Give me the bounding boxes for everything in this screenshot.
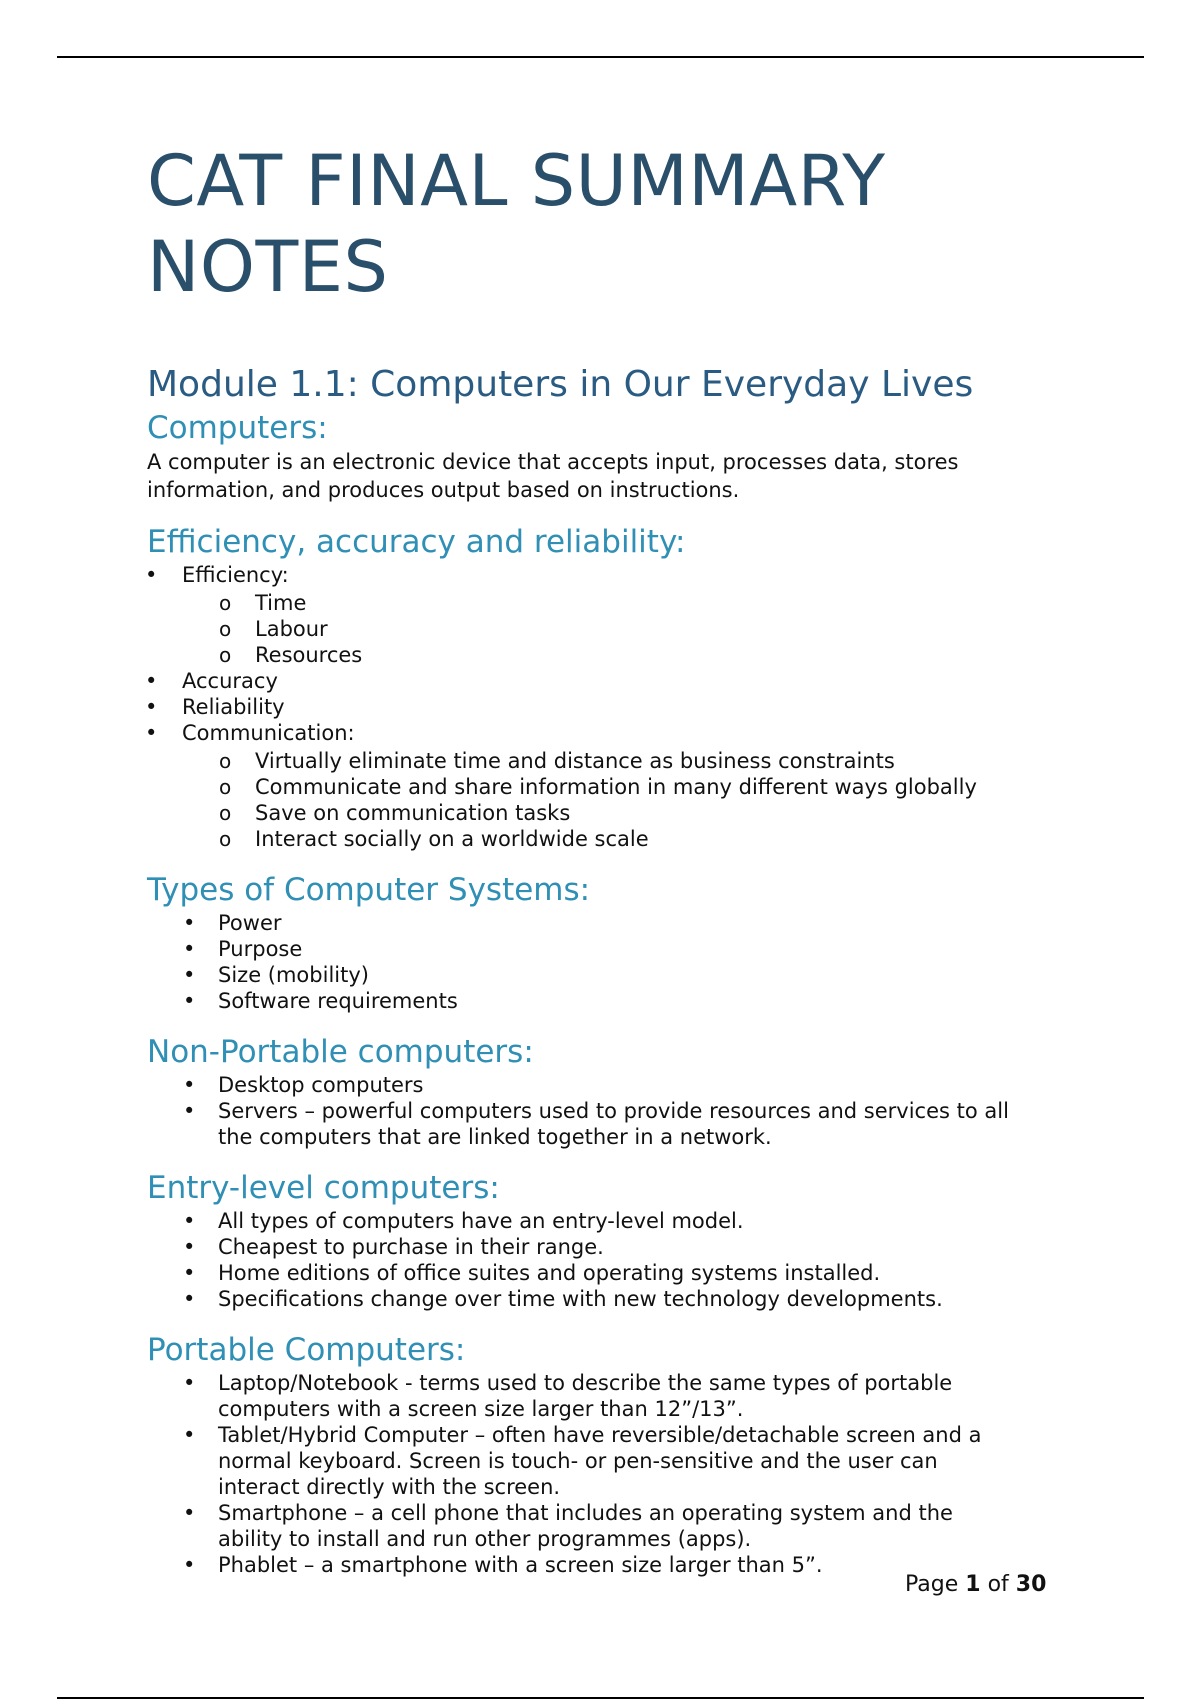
of-word: of	[987, 1572, 1009, 1597]
list-item	[147, 1098, 1087, 1150]
bullet-icon: •	[183, 1287, 196, 1311]
list-item	[147, 1072, 1087, 1098]
list-item-label-cont: interact directly with the screen.	[218, 1475, 561, 1499]
definition-line-1: A computer is an electronic device that accepts input, processes data, stores	[147, 450, 959, 474]
bullet-icon: •	[145, 669, 158, 693]
list-item	[147, 1500, 1087, 1552]
bullet-icon: •	[183, 1073, 196, 1097]
computers-heading: Computers:	[147, 410, 328, 446]
efficiency-sublist	[147, 590, 1087, 668]
list-item-label: Time	[255, 591, 307, 615]
list-item	[147, 1208, 1087, 1234]
bullet-icon: •	[183, 1501, 196, 1525]
list-item-label: Software requirements	[218, 989, 458, 1013]
types-list	[147, 910, 1087, 1014]
sub-bullet-icon: o	[219, 775, 232, 799]
module-heading: Module 1.1: Computers in Our Everyday Lives	[147, 364, 974, 405]
list-item-label: Labour	[255, 617, 328, 641]
sub-bullet-icon: o	[219, 749, 232, 773]
list-item-label: Resources	[255, 643, 363, 667]
list-item-label: Desktop computers	[218, 1073, 424, 1097]
list-item-label: Phablet – a smartphone with a screen size larger than 5”.	[218, 1553, 823, 1577]
list-item-label-cont: ability to install and run other programmes (apps).	[218, 1527, 752, 1551]
sub-bullet-icon: o	[219, 827, 232, 851]
list-item	[147, 1370, 1087, 1422]
list-item-label: Laptop/Notebook - terms used to describe the same types of portable	[218, 1371, 953, 1395]
bullet-icon: •	[183, 1423, 196, 1447]
list-item	[147, 1422, 1087, 1500]
list-item	[147, 1234, 1087, 1260]
list-item-label: Reliability	[182, 695, 285, 719]
list-item	[147, 748, 1087, 774]
list-item-label: Virtually eliminate time and distance as business constraints	[255, 749, 895, 773]
entry-level-heading: Entry-level computers:	[147, 1170, 500, 1206]
top-rule	[57, 56, 1144, 58]
list-item	[147, 616, 1087, 642]
list-item-label: Accuracy	[182, 669, 278, 693]
title-line-1: CAT FINAL SUMMARY	[147, 140, 886, 222]
list-item-label: Efficiency:	[182, 563, 289, 587]
sub-bullet-icon: o	[219, 801, 232, 825]
list-item-label: All types of computers have an entry-level model.	[218, 1209, 744, 1233]
page-content	[147, 138, 1087, 1578]
communication-sublist	[147, 748, 1087, 852]
bullet-icon: •	[183, 911, 196, 935]
list-item	[147, 774, 1087, 800]
list-item-label: Tablet/Hybrid Computer – often have reversible/detachable screen and a	[218, 1423, 982, 1447]
non-portable-heading: Non-Portable computers:	[147, 1034, 534, 1070]
bullet-icon: •	[145, 721, 158, 745]
list-item-label: Servers – powerful computers used to provide resources and services to all	[218, 1099, 1009, 1123]
list-item	[147, 936, 1087, 962]
portable-list	[147, 1370, 1087, 1578]
list-item	[147, 1286, 1087, 1312]
page-number	[905, 1570, 1046, 1600]
list-item-label-cont: the computers that are linked together in a network.	[218, 1125, 772, 1149]
types-heading: Types of Computer Systems:	[147, 872, 591, 908]
list-item-label: Purpose	[218, 937, 303, 961]
list-item-label: Specifications change over time with new technology developments.	[218, 1287, 943, 1311]
list-item	[147, 642, 1087, 668]
sub-bullet-icon: o	[219, 591, 232, 615]
bullet-icon: •	[183, 1553, 196, 1577]
list-item-label: Cheapest to purchase in their range.	[218, 1235, 604, 1259]
bullet-icon: •	[145, 563, 158, 587]
current-page: 1	[965, 1572, 981, 1597]
list-item	[147, 694, 1087, 720]
list-item	[147, 962, 1087, 988]
bullet-icon: •	[183, 989, 196, 1013]
list-item	[147, 988, 1087, 1014]
bullet-icon: •	[183, 1371, 196, 1395]
list-item	[147, 720, 1087, 852]
list-item-label: Communicate and share information in many different ways globally	[255, 775, 977, 799]
bullet-icon: •	[183, 1209, 196, 1233]
entry-level-list	[147, 1208, 1087, 1312]
bullet-icon: •	[183, 1235, 196, 1259]
title-line-2: NOTES	[147, 226, 389, 308]
computers-definition	[147, 448, 1087, 504]
list-item	[147, 668, 1087, 694]
bullet-icon: •	[145, 695, 158, 719]
bottom-rule	[57, 1697, 1144, 1699]
list-item	[147, 800, 1087, 826]
list-item-label: Smartphone – a cell phone that includes an operating system and the	[218, 1501, 953, 1525]
list-item-label: Size (mobility)	[218, 963, 369, 987]
bullet-icon: •	[183, 963, 196, 987]
definition-line-2: information, and produces output based on instructions.	[147, 478, 740, 502]
total-pages: 30	[1015, 1572, 1047, 1597]
list-item-label: Save on communication tasks	[255, 801, 571, 825]
bullet-icon: •	[183, 937, 196, 961]
list-item	[147, 910, 1087, 936]
list-item-label: Interact socially on a worldwide scale	[255, 827, 649, 851]
document-title	[147, 138, 1087, 310]
list-item-label-cont: normal keyboard. Screen is touch- or pen-sensitive and the user can	[218, 1449, 938, 1473]
sub-bullet-icon: o	[219, 643, 232, 667]
portable-heading: Portable Computers:	[147, 1332, 466, 1368]
efficiency-list	[147, 562, 1087, 852]
list-item-label: Power	[218, 911, 282, 935]
list-item	[147, 826, 1087, 852]
list-item-label-cont: computers with a screen size larger than 12”/13”.	[218, 1397, 744, 1421]
page-word: Page	[905, 1572, 959, 1597]
bullet-icon: •	[183, 1099, 196, 1123]
list-item	[147, 590, 1087, 616]
non-portable-list	[147, 1072, 1087, 1150]
list-item-label: Communication:	[182, 721, 355, 745]
bullet-icon: •	[183, 1261, 196, 1285]
list-item	[147, 1260, 1087, 1286]
efficiency-heading: Efficiency, accuracy and reliability:	[147, 524, 686, 560]
sub-bullet-icon: o	[219, 617, 232, 641]
list-item	[147, 562, 1087, 668]
list-item-label: Home editions of office suites and operating systems installed.	[218, 1261, 881, 1285]
